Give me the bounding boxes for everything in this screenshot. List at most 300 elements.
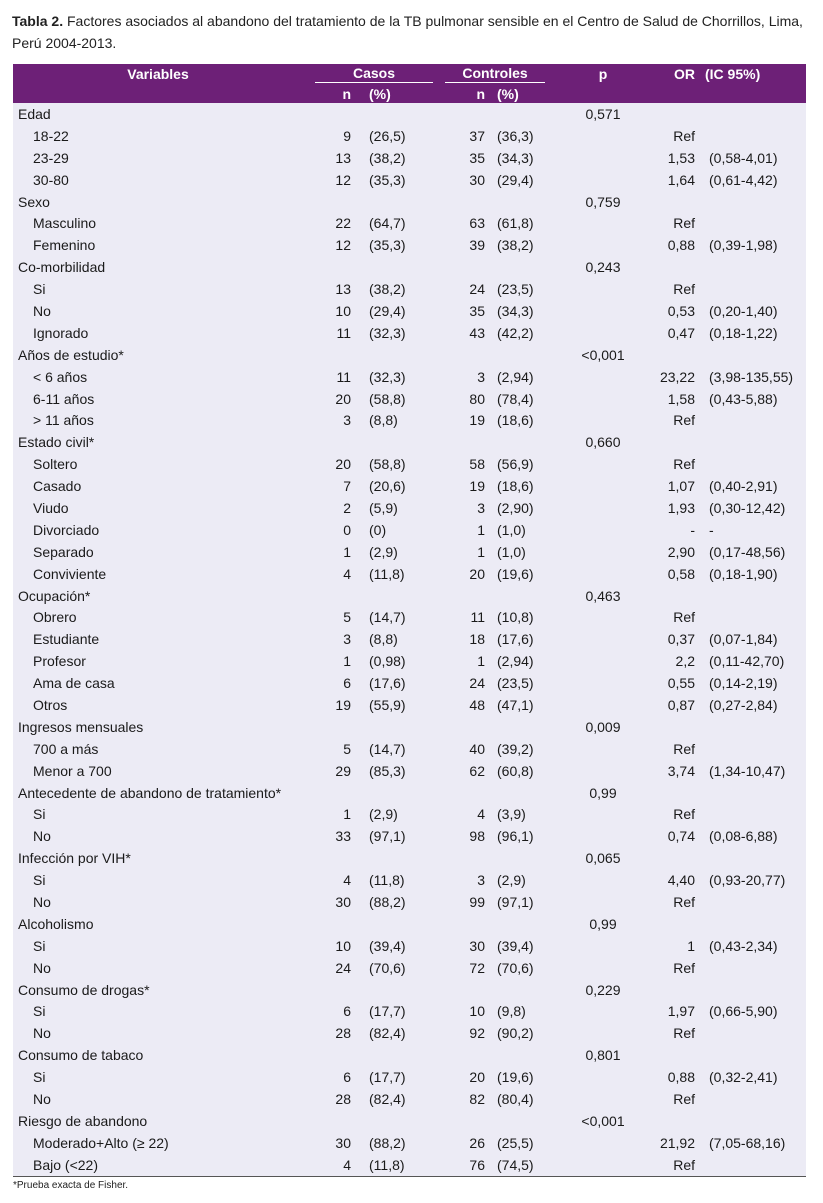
table-group-row xyxy=(13,847,806,869)
row-casos-pct: (0) xyxy=(369,521,387,538)
row-or xyxy=(643,1044,699,1066)
row-casos-pct: (14,7) xyxy=(369,740,406,757)
row-casos-n: 1 xyxy=(343,653,351,670)
row-ic xyxy=(699,1044,806,1066)
table-row xyxy=(13,957,806,979)
row-or: 1,97 xyxy=(667,1003,695,1020)
row-casos-pct: (8,8) xyxy=(369,412,398,429)
row-ic xyxy=(699,1110,806,1132)
row-casos-n: 19 xyxy=(335,696,351,713)
row-controles-n xyxy=(439,344,491,366)
row-controles-n: 58 xyxy=(469,456,485,473)
row-p-value xyxy=(563,891,643,913)
row-ic: (7,05-68,16) xyxy=(709,1134,786,1151)
row-or: Ref xyxy=(673,281,695,298)
row-casos-n xyxy=(303,1044,357,1066)
table-row xyxy=(13,606,806,628)
row-p-value xyxy=(563,1066,643,1088)
row-or: 1,93 xyxy=(667,499,695,516)
row-or: Ref xyxy=(673,1025,695,1042)
row-variable: Antecedente de abandono de tratamiento* xyxy=(18,784,282,801)
row-controles-n: 3 xyxy=(477,499,485,516)
row-variable: No xyxy=(33,1091,51,1108)
header-or: OR xyxy=(643,64,699,84)
row-p-value: 0,243 xyxy=(585,259,621,276)
row-casos-pct: (0,98) xyxy=(369,653,406,670)
row-ic: (0,18-1,22) xyxy=(709,324,778,341)
row-casos-n: 4 xyxy=(303,1154,357,1176)
row-controles-pct: (90,2) xyxy=(497,1025,534,1042)
row-ic: (0,17-48,56) xyxy=(709,543,786,560)
row-ic: (0,58-4,01) xyxy=(709,149,778,166)
row-ic xyxy=(699,431,806,453)
row-casos-n xyxy=(303,913,357,935)
row-p-value xyxy=(563,563,643,585)
row-ic xyxy=(699,716,806,738)
table-row xyxy=(13,1132,806,1154)
row-controles-n: 1 xyxy=(477,653,485,670)
row-variable: Soltero xyxy=(33,456,78,473)
row-casos-n: 6 xyxy=(343,1069,351,1086)
row-variable: Menor a 700 xyxy=(33,762,112,779)
row-casos-pct: (8,8) xyxy=(369,631,398,648)
row-ic: (0,43-5,88) xyxy=(709,390,778,407)
row-variable: Infección por VIH* xyxy=(18,850,131,867)
row-controles-pct: (78,4) xyxy=(497,390,534,407)
row-casos-pct: (70,6) xyxy=(369,959,406,976)
row-casos-pct: (38,2) xyxy=(369,149,406,166)
row-or xyxy=(643,103,699,125)
row-controles-n: 40 xyxy=(469,740,485,757)
row-variable: Bajo (<22) xyxy=(13,1154,303,1176)
row-casos-n xyxy=(303,344,357,366)
row-or: 0,74 xyxy=(667,828,695,845)
row-ic: (0,07-1,84) xyxy=(709,631,778,648)
row-p-value xyxy=(563,125,643,147)
row-controles-pct xyxy=(491,782,563,804)
row-controles-pct: (29,4) xyxy=(497,171,534,188)
row-controles-pct: (96,1) xyxy=(497,828,534,845)
row-controles-pct xyxy=(491,716,563,738)
row-variable: Divorciado xyxy=(33,521,100,538)
row-controles-pct: (80,4) xyxy=(497,1091,534,1108)
row-casos-pct xyxy=(357,979,439,1001)
row-ic: (0,39-1,98) xyxy=(709,237,778,254)
row-ic xyxy=(699,191,806,213)
row-controles-pct: (9,8) xyxy=(497,1003,526,1020)
row-variable: Otros xyxy=(33,696,68,713)
row-casos-n xyxy=(303,1110,357,1132)
row-casos-n: 10 xyxy=(335,302,351,319)
header-ic: (IC 95%) xyxy=(699,64,806,84)
row-casos-pct: (5,9) xyxy=(369,499,398,516)
row-controles-n: 72 xyxy=(469,959,485,976)
row-or: Ref xyxy=(673,894,695,910)
row-controles-n: 1 xyxy=(477,543,485,560)
table-group-row xyxy=(13,431,806,453)
row-or xyxy=(643,344,699,366)
row-casos-pct: (17,7) xyxy=(369,1069,406,1086)
row-variable: Ingresos mensuales xyxy=(18,718,144,735)
row-ic: (3,98-135,55) xyxy=(709,368,794,385)
row-controles-n: 82 xyxy=(469,1091,485,1108)
row-casos-pct xyxy=(357,256,439,278)
table-group-row xyxy=(13,782,806,804)
footnote: *Prueba exacta de Fisher. xyxy=(13,1180,129,1191)
header-controles-n: n xyxy=(439,84,491,103)
row-controles-n: 35 xyxy=(469,149,485,166)
row-controles-n xyxy=(439,256,491,278)
row-p-value xyxy=(563,1022,643,1044)
row-controles-pct xyxy=(491,1044,563,1066)
row-controles-pct: (42,2) xyxy=(497,324,534,341)
row-controles-pct: (18,6) xyxy=(497,412,534,429)
table-row xyxy=(13,1088,806,1110)
row-casos-pct: (64,7) xyxy=(369,215,406,232)
row-casos-pct xyxy=(357,191,439,213)
row-p-value xyxy=(563,957,643,979)
header-casos-n: n xyxy=(303,84,357,103)
row-or: 21,92 xyxy=(659,1134,695,1151)
row-variable: No xyxy=(33,1025,51,1042)
row-ic: (0,08-6,88) xyxy=(709,828,778,845)
row-casos-n: 5 xyxy=(343,740,351,757)
row-or: Ref xyxy=(673,806,695,823)
row-or: Ref xyxy=(673,127,695,144)
row-variable: Ama de casa xyxy=(33,675,115,692)
table-row xyxy=(13,672,806,694)
row-or: Ref xyxy=(673,959,695,976)
row-p-value xyxy=(563,541,643,563)
row-casos-pct: (88,2) xyxy=(369,894,406,910)
row-casos-n: 6 xyxy=(343,675,351,692)
row-or: 4,40 xyxy=(667,872,695,889)
row-casos-pct: (58,8) xyxy=(369,390,406,407)
row-controles-pct xyxy=(491,256,563,278)
row-casos-n: 30 xyxy=(335,1134,351,1151)
caption-text: Factores asociados al abandono del tratamiento de la TB pulmonar sensible en el Centro de Salud de Chorrillos, Lima, Perú 2004-2013. xyxy=(12,13,803,51)
row-controles-n: 3 xyxy=(477,872,485,889)
row-controles-pct: (23,5) xyxy=(497,675,534,692)
row-casos-n: 29 xyxy=(335,762,351,779)
row-ic: (0,93-20,77) xyxy=(709,872,786,889)
row-or: Ref xyxy=(673,456,695,473)
row-p-value xyxy=(563,760,643,782)
row-variable: Años de estudio* xyxy=(18,346,124,363)
row-ic: (0,30-12,42) xyxy=(709,499,786,516)
row-variable: 23-29 xyxy=(33,149,69,166)
row-or xyxy=(643,913,699,935)
row-controles-n: 19 xyxy=(469,412,485,429)
table-row xyxy=(13,497,806,519)
row-p-value: 0,571 xyxy=(585,105,621,122)
row-or xyxy=(643,256,699,278)
row-controles-n xyxy=(439,431,491,453)
row-controles-pct: (1,0) xyxy=(497,543,526,560)
row-controles-pct: (61,8) xyxy=(497,215,534,232)
row-casos-pct: (35,3) xyxy=(369,171,406,188)
row-ic: (0,14-2,19) xyxy=(709,675,778,692)
row-controles-n: 37 xyxy=(469,127,485,144)
row-or: 0,53 xyxy=(667,302,695,319)
header-casos-label: Casos xyxy=(315,65,433,83)
row-casos-n: 28 xyxy=(335,1025,351,1042)
row-casos-pct: (82,4) xyxy=(369,1025,406,1042)
row-controles-pct: (34,3) xyxy=(497,302,534,319)
header-controles xyxy=(439,64,563,84)
row-p-value xyxy=(563,519,643,541)
row-casos-pct: (97,1) xyxy=(369,828,406,845)
row-controles-n: 98 xyxy=(469,828,485,845)
row-variable: Edad xyxy=(18,105,51,122)
row-variable: Alcoholismo xyxy=(18,915,94,932)
row-or: Ref xyxy=(673,609,695,626)
row-ic xyxy=(699,979,806,1001)
row-casos-pct xyxy=(357,913,439,935)
row-variable: Viudo xyxy=(33,499,69,516)
row-controles-pct: (38,2) xyxy=(497,237,534,254)
table-group-row xyxy=(13,1044,806,1066)
row-casos-n: 20 xyxy=(335,390,351,407)
row-casos-pct xyxy=(357,782,439,804)
row-variable: Si xyxy=(33,1069,46,1086)
row-controles-n: 24 xyxy=(469,281,485,298)
row-ic xyxy=(699,738,806,760)
table-caption xyxy=(12,10,812,54)
row-casos-n: 5 xyxy=(343,609,351,626)
row-casos-pct xyxy=(357,1110,439,1132)
row-or: 1 xyxy=(687,937,695,954)
table-row xyxy=(13,300,806,322)
row-ic: (0,43-2,34) xyxy=(709,937,778,954)
row-casos-pct: (26,5) xyxy=(369,127,406,144)
row-controles-pct: (18,6) xyxy=(497,478,534,495)
table-group-row xyxy=(13,1110,806,1132)
header-casos xyxy=(303,64,439,84)
row-controles-n: 62 xyxy=(469,762,485,779)
table-row xyxy=(13,541,806,563)
row-or: 0,87 xyxy=(667,696,695,713)
row-controles-n: 11 xyxy=(470,609,485,626)
row-casos-n: 9 xyxy=(343,127,351,144)
row-variable: Si xyxy=(33,937,46,954)
row-controles-n: 1 xyxy=(477,521,485,538)
row-casos-pct xyxy=(357,344,439,366)
row-p-value xyxy=(563,1088,643,1110)
row-p-value xyxy=(563,322,643,344)
header-blank xyxy=(13,84,303,103)
row-ic: (0,32-2,41) xyxy=(709,1069,778,1086)
caption-label: Tabla 2. xyxy=(12,13,64,29)
row-casos-pct xyxy=(357,103,439,125)
row-controles-pct: (10,8) xyxy=(497,609,534,626)
row-or: - xyxy=(690,521,695,538)
row-controles-pct: (19,6) xyxy=(497,565,534,582)
row-p-value xyxy=(563,650,643,672)
table-row xyxy=(13,475,806,497)
row-ic xyxy=(699,606,806,628)
row-ic xyxy=(699,344,806,366)
row-p-value xyxy=(563,869,643,891)
row-ic xyxy=(699,1154,806,1176)
row-p-value: 0,065 xyxy=(585,850,621,867)
row-controles-n: 30 xyxy=(469,171,485,188)
row-p-value: 0,009 xyxy=(585,718,621,735)
row-casos-pct: (82,4) xyxy=(369,1091,406,1108)
table-row xyxy=(13,147,806,169)
row-controles-n xyxy=(439,913,491,935)
table-row xyxy=(13,1066,806,1088)
table-row xyxy=(13,234,806,256)
row-controles-n xyxy=(439,847,491,869)
row-casos-pct: (38,2) xyxy=(369,281,406,298)
row-variable: Ocupación* xyxy=(18,587,91,604)
row-variable: 18-22 xyxy=(33,127,69,144)
row-casos-pct: (39,4) xyxy=(369,937,406,954)
row-casos-n: 0 xyxy=(343,521,351,538)
row-casos-n: 13 xyxy=(335,149,351,166)
row-ic xyxy=(699,782,806,804)
row-controles-pct: (17,6) xyxy=(497,631,534,648)
row-variable: No xyxy=(33,828,51,845)
row-controles-pct: (2,94) xyxy=(497,368,534,385)
table-group-row xyxy=(13,103,806,125)
table-header xyxy=(13,64,806,103)
row-variable: Casado xyxy=(33,478,82,495)
row-casos-n: 10 xyxy=(335,937,351,954)
row-controles-n xyxy=(439,782,491,804)
row-controles-n xyxy=(439,1044,491,1066)
header-controles-pct: (%) xyxy=(491,84,563,103)
row-ic xyxy=(699,125,806,147)
row-casos-pct: (11,8) xyxy=(369,872,405,889)
row-p-value xyxy=(563,935,643,957)
row-p-value: <0,001 xyxy=(581,1112,625,1129)
row-casos-n: 2 xyxy=(343,499,351,516)
row-controles-pct: (74,5) xyxy=(491,1154,563,1176)
row-p-value: 0,229 xyxy=(585,981,621,998)
row-variable: 30-80 xyxy=(33,171,69,188)
row-variable: 700 a más xyxy=(33,740,99,757)
row-casos-pct: (32,3) xyxy=(369,324,406,341)
row-casos-n: 20 xyxy=(335,456,351,473)
row-ic xyxy=(699,256,806,278)
row-controles-n xyxy=(439,103,491,125)
row-or xyxy=(643,847,699,869)
table-row xyxy=(13,738,806,760)
row-controles-n: 48 xyxy=(469,696,485,713)
row-variable: Estudiante xyxy=(33,631,100,648)
row-controles-pct: (3,9) xyxy=(497,806,526,823)
row-controles-pct: (70,6) xyxy=(497,959,534,976)
row-ic: (0,66-5,90) xyxy=(709,1003,778,1020)
row-controles-pct: (19,6) xyxy=(497,1069,534,1086)
row-ic: (0,40-2,91) xyxy=(709,478,778,495)
row-or: 0,88 xyxy=(667,237,695,254)
row-p-value xyxy=(563,628,643,650)
row-ic xyxy=(699,585,806,607)
row-controles-pct: (2,9) xyxy=(497,872,526,889)
row-casos-n xyxy=(303,782,357,804)
row-or: 0,37 xyxy=(667,631,695,648)
table-row xyxy=(13,825,806,847)
table-row xyxy=(13,891,806,913)
row-ic xyxy=(699,278,806,300)
row-p-value xyxy=(563,212,643,234)
row-or: 2,2 xyxy=(675,653,695,670)
row-variable: No xyxy=(33,959,51,976)
row-controles-n: 43 xyxy=(469,324,485,341)
row-casos-n: 11 xyxy=(336,368,351,385)
row-casos-n: 30 xyxy=(335,894,351,910)
row-p-value xyxy=(563,366,643,388)
row-casos-pct xyxy=(357,431,439,453)
row-controles-n xyxy=(439,585,491,607)
table-row xyxy=(13,650,806,672)
row-controles-pct xyxy=(491,585,563,607)
row-p-value xyxy=(563,300,643,322)
row-variable: Masculino xyxy=(33,215,97,232)
row-controles-pct xyxy=(491,847,563,869)
row-p-value: <0,001 xyxy=(581,346,625,363)
row-controles-n: 20 xyxy=(469,1069,485,1086)
row-casos-pct xyxy=(357,585,439,607)
row-controles-pct: (47,1) xyxy=(497,696,534,713)
row-controles-pct: (60,8) xyxy=(497,762,534,779)
row-controles-pct xyxy=(491,431,563,453)
header-blank-ic xyxy=(699,84,806,103)
row-controles-pct: (39,4) xyxy=(497,937,534,954)
row-or: 1,58 xyxy=(667,390,695,407)
table-row xyxy=(13,169,806,191)
row-casos-pct: (20,6) xyxy=(369,478,406,495)
row-controles-pct: (97,1) xyxy=(497,894,534,910)
row-or: 0,55 xyxy=(667,675,695,692)
table-row xyxy=(13,869,806,891)
table-row xyxy=(13,212,806,234)
header-casos-pct: (%) xyxy=(357,84,439,103)
row-p-value xyxy=(563,169,643,191)
table-row xyxy=(13,278,806,300)
row-controles-pct: (36,3) xyxy=(497,127,534,144)
row-casos-n: 3 xyxy=(343,412,351,429)
row-controles-n xyxy=(439,716,491,738)
row-casos-n: 1 xyxy=(343,543,351,560)
row-controles-n: 35 xyxy=(469,302,485,319)
row-variable: < 6 años xyxy=(33,368,88,385)
row-variable: Si xyxy=(33,806,46,823)
row-or xyxy=(643,431,699,453)
row-casos-pct: (2,9) xyxy=(369,543,398,560)
row-controles-pct: (23,5) xyxy=(497,281,534,298)
row-or xyxy=(643,585,699,607)
header-variables: Variables xyxy=(13,64,303,84)
row-controles-pct xyxy=(491,191,563,213)
row-or: 0,47 xyxy=(667,324,695,341)
table-row xyxy=(13,760,806,782)
row-ic: (0,61-4,42) xyxy=(709,171,778,188)
row-controles-n: 26 xyxy=(469,1134,485,1151)
table-row xyxy=(13,1154,806,1176)
table-row xyxy=(13,628,806,650)
row-casos-pct xyxy=(357,847,439,869)
row-or: 1,64 xyxy=(667,171,695,188)
table-body xyxy=(13,103,806,1176)
row-or: 3,74 xyxy=(667,762,695,779)
row-or: Ref xyxy=(673,1091,695,1108)
row-casos-n: 4 xyxy=(343,565,351,582)
row-variable: Separado xyxy=(33,543,94,560)
